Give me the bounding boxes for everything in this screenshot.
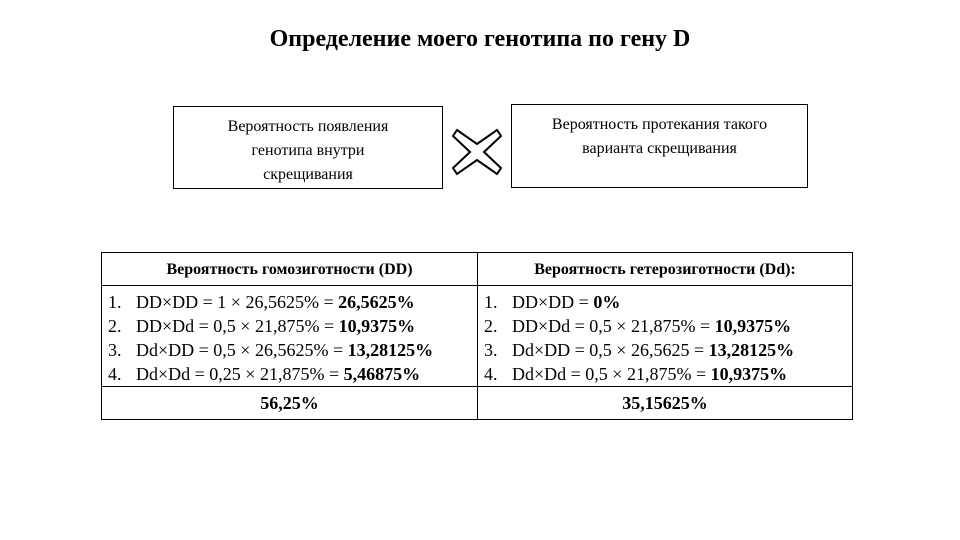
item-number: 1. — [484, 292, 498, 312]
column-total: 56,25% — [260, 393, 319, 413]
item-result: 10,9375% — [338, 316, 416, 336]
item-number: 1. — [108, 292, 122, 312]
box-line: генотипа внутри — [251, 142, 365, 159]
item-number: 4. — [484, 364, 498, 384]
box-line: варианта скрещивания — [582, 140, 737, 157]
column-header: Вероятность гетерозиготности (Dd): — [478, 253, 852, 286]
list-item — [102, 290, 477, 314]
item-number: 4. — [108, 364, 122, 384]
list-item — [478, 362, 852, 386]
item-result: 10,9375% — [714, 316, 792, 336]
column-total: 35,15625% — [622, 393, 708, 413]
list-item — [102, 362, 477, 386]
item-expression: Dd×DD = 0,5 × 26,5625% = — [136, 340, 348, 360]
item-result: 5,46875% — [343, 364, 421, 384]
item-expression: DD×DD = — [512, 292, 594, 312]
calculation-list — [102, 286, 477, 387]
box-line: Вероятность появления — [227, 118, 389, 135]
genotype-probability-box — [173, 106, 443, 189]
item-number: 2. — [484, 316, 498, 336]
probability-table — [101, 252, 853, 420]
item-result: 10,9375% — [710, 364, 788, 384]
box-line: скрещивания — [263, 166, 353, 183]
item-expression: Dd×Dd = 0,5 × 21,875% = — [512, 364, 711, 384]
list-item — [478, 290, 852, 314]
item-result: 13,28125% — [347, 340, 434, 360]
column-header: Вероятность гомозиготности (DD) — [102, 253, 477, 286]
list-item — [102, 338, 477, 362]
item-expression: DD×Dd = 0,5 × 21,875% = — [136, 316, 339, 336]
calculation-list — [478, 286, 852, 387]
list-item — [478, 338, 852, 362]
page-title: Определение моего генотипа по гену D — [269, 26, 691, 52]
item-expression: DD×DD = 1 × 26,5625% = — [136, 292, 339, 312]
item-number: 3. — [108, 340, 122, 360]
item-expression: Dd×Dd = 0,25 × 21,875% = — [136, 364, 344, 384]
homozygous-column — [102, 253, 478, 419]
item-expression: Dd×DD = 0,5 × 26,5625 = — [512, 340, 709, 360]
heterozygous-column — [478, 253, 852, 419]
item-number: 3. — [484, 340, 498, 360]
box-line: Вероятность протекания такого — [551, 116, 768, 133]
item-number: 2. — [108, 316, 122, 336]
cross-probability-box — [511, 104, 808, 188]
item-result: 0% — [593, 292, 621, 312]
multiplication-cross-icon — [451, 128, 503, 176]
item-result: 13,28125% — [708, 340, 795, 360]
item-result: 26,5625% — [338, 292, 415, 312]
list-item — [102, 314, 477, 338]
item-expression: DD×Dd = 0,5 × 21,875% = — [512, 316, 715, 336]
list-item — [478, 314, 852, 338]
